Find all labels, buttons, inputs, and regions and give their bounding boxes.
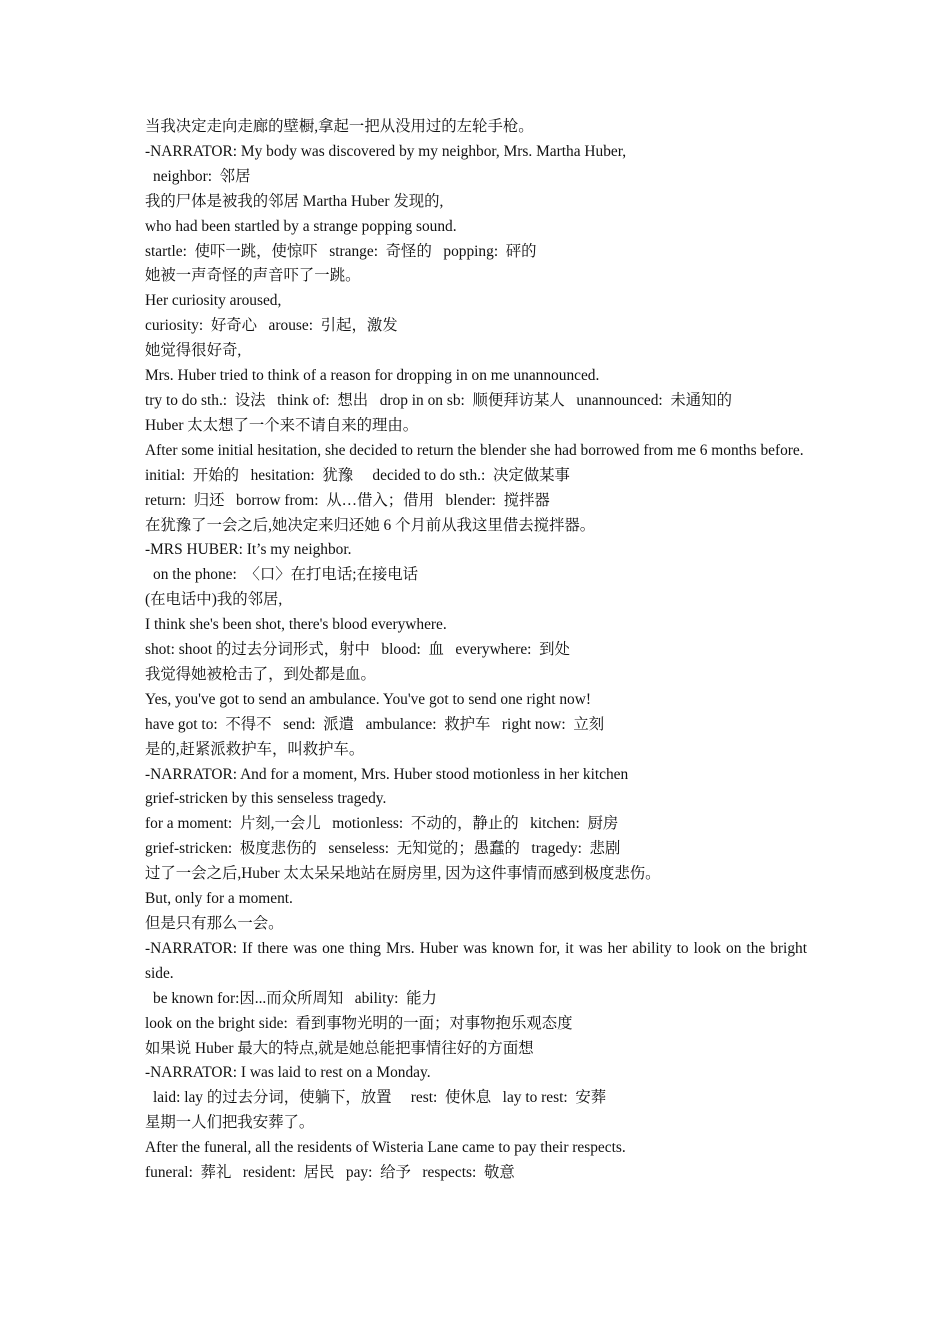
vocab-line: neighbor: 邻居 [153, 167, 251, 185]
vocab-line: on the phone: 〈口〉在打电话;在接电话 [153, 566, 419, 584]
vocab-line: be known for:因...而众所周知 ability: 能力 [153, 989, 437, 1007]
text-line: 但是只有那么一会。 [145, 915, 284, 932]
text-line: (在电话中)我的邻居, [145, 591, 283, 609]
vocab-line: return: 归还 borrow from: 从…借入；借用 blender: 搅拌器 [145, 491, 550, 509]
text-line: -NARRATOR: My body was discovered by my neighbor, Mrs. Martha Huber, [145, 142, 627, 160]
vocab-line: shot: shoot 的过去分词形式，射中 blood: 血 everywhere: 到处 [145, 641, 570, 659]
vocab-line: curiosity: 好奇心 arouse: 引起，激发 [145, 317, 398, 335]
text-line: 她被一声奇怪的声音吓了一跳。 [145, 267, 361, 285]
text-line: -NARRATOR: I was laid to rest on a Monday. [145, 1064, 431, 1082]
document-body [145, 115, 807, 1186]
text-line: grief-stricken by this senseless tragedy. [145, 790, 387, 808]
text-line: But, only for a moment. [145, 890, 293, 908]
text-line: Mrs. Huber tried to think of a reason for dropping in on me unannounced. [145, 367, 600, 385]
text-line: 星期一人们把我安葬了。 [145, 1114, 315, 1132]
text-line: 过了一会之后,Huber 太太呆呆地站在厨房里, 因为这件事情而感到极度悲伤。 [145, 865, 661, 883]
vocab-line: have got to: 不得不 send: 派遣 ambulance: 救护车 right now: 立刻 [145, 715, 605, 733]
vocab-line: try to do sth.: 设法 think of: 想出 drop in on sb: 顺便拜访某人 unannounced: 未通知的 [145, 391, 732, 409]
text-line: I think she's been shot, there's blood everywhere. [145, 616, 447, 634]
text-line: -NARRATOR: If there was one thing Mrs. Huber was known for, it was her ability to look on the bright side. [145, 939, 807, 982]
text-line: 如果说 Huber 最大的特点,就是她总能把事情往好的方面想 [145, 1039, 534, 1057]
text-line: 是的,赶紧派救护车，叫救护车。 [145, 740, 365, 758]
text-line: -MRS HUBER: It’s my neighbor. [145, 541, 352, 559]
text-line: Yes, you've got to send an ambulance. You've got to send one right now! [145, 690, 591, 708]
text-line: 当我决定走向走廊的壁橱,拿起一把从没用过的左轮手枪。 [145, 118, 534, 135]
vocab-line: grief-stricken: 极度悲伤的 senseless: 无知觉的；愚蠢的 tragedy: 悲剧 [145, 840, 621, 858]
text-line: who had been startled by a strange popping sound. [145, 217, 457, 235]
text-line: Huber 太太想了一个来不请自来的理由。 [145, 416, 419, 434]
vocab-line: funeral: 葬礼 resident: 居民 pay: 给予 respects: 敬意 [145, 1164, 515, 1182]
text-line: After some initial hesitation, she decided to return the blender she had borrowed from me 6 months before. [145, 441, 804, 459]
vocab-line: look on the bright side: 看到事物光明的一面；对事物抱乐观态度 [145, 1014, 573, 1032]
text-line: 我觉得她被枪击了，到处都是血。 [145, 665, 376, 683]
text-line: 我的尸体是被我的邻居 Martha Huber 发现的, [145, 192, 444, 210]
text-line: -NARRATOR: And for a moment, Mrs. Huber stood motionless in her kitchen [145, 765, 629, 783]
vocab-line: for a moment: 片刻,一会儿 motionless: 不动的，静止的 kitchen: 厨房 [145, 815, 619, 833]
vocab-line: startle: 使吓一跳，使惊吓 strange: 奇怪的 popping: 砰的 [145, 242, 537, 260]
text-line: After the funeral, all the residents of Wisteria Lane came to pay their respects. [145, 1139, 626, 1157]
text-line: 她觉得很好奇, [145, 342, 242, 360]
text-line: 在犹豫了一会之后,她决定来归还她 6 个月前从我这里借去搅拌器。 [145, 516, 596, 534]
text-line: Her curiosity aroused, [145, 292, 282, 310]
vocab-line: laid: lay 的过去分词，使躺下，放置 rest: 使休息 lay to rest: 安葬 [153, 1089, 607, 1107]
vocab-line: initial: 开始的 hesitation: 犹豫 decided to do sth.: 决定做某事 [145, 466, 570, 484]
